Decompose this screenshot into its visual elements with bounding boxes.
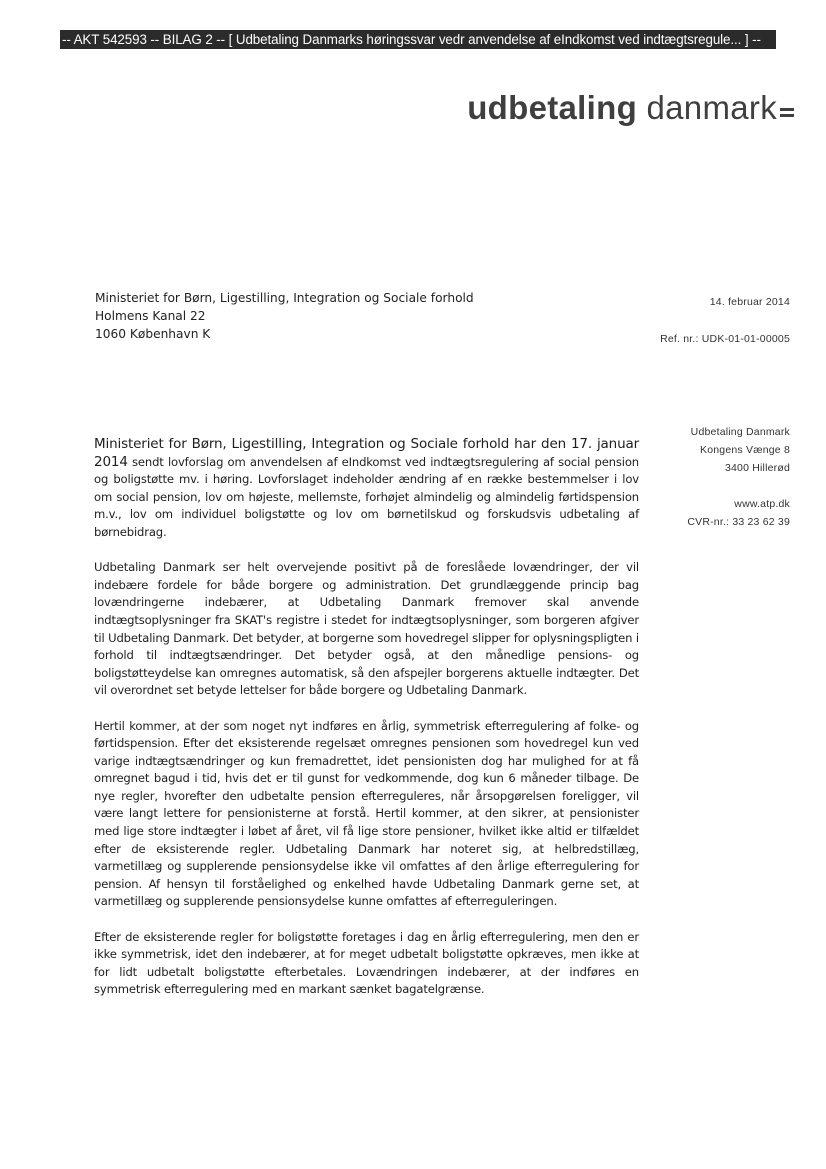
sender-street: Kongens Vænge 8 bbox=[700, 444, 790, 456]
equals-logo-mark-icon bbox=[780, 104, 794, 120]
letter-body bbox=[94, 436, 639, 1017]
logo-text-bold: udbetaling bbox=[467, 89, 638, 126]
body-paragraph-1-opening: Ministeriet for Børn, Ligestilling, Integration og Sociale forhold har den 17. januar 2014 bbox=[94, 436, 639, 470]
reference-number: Ref. nr.: UDK-01-01-00005 bbox=[660, 333, 790, 345]
body-paragraph-1 bbox=[94, 436, 639, 542]
sender-website: www.atp.dk bbox=[734, 498, 790, 510]
recipient-address bbox=[95, 289, 474, 343]
recipient-street: Holmens Kanal 22 bbox=[95, 309, 206, 323]
udbetaling-danmark-logo bbox=[467, 86, 794, 130]
sender-cvr: CVR-nr.: 33 23 62 39 bbox=[687, 516, 790, 528]
body-paragraph-1-rest: sendt lovforslag om anvendelsen af eIndkomst ved indtægtsregulering af social pension og boligstøtte mv. i høring. Lovforslaget indeholder ændring af en række bestemmelser i lov om social pension, lov om højeste, mellemste, forhøjet almindelig og almindelig førtidspension m.v., lov om individuel boligstøtte og lov om børnetilskud og forskudsvis udbetaling af børnebidrag. bbox=[94, 454, 639, 539]
sender-address bbox=[687, 423, 790, 531]
recipient-name: Ministeriet for Børn, Ligestilling, Integration og Sociale forhold bbox=[95, 291, 474, 305]
body-paragraph-3: Hertil kommer, at der som noget nyt indføres en årlig, symmetrisk efterregulering af folke- og førtidspension. Efter det eksisterende regelsæt omregnes pensionen som hovedregel kun ved varige indtægtsændringer og kun fremadrettet, idet pensionisten dog har mulighed for at få omregnet bagud i tid, hvis det er til gunst for vedkommende, dog kun 6 måneder tilbage. De nye regler, hvorefter den udbetalte pension efterreguleres, når årsopgørelsen foreligger, vil være langt lettere for pensionisterne at forstå. Hertil kommer, at den sikrer, at pensionister med lige store indtægter i løbet af året, vil få lige store pensioner, hvilket ikke altid er tilfældet efter de eksisterende regler. Udbetaling Danmark har noteret sig, at helbredstillæg, varmetillæg og supplerende pensionsydelse ikke vil omfattes af den årlige efterregulering for pension. Af hensyn til forståelighed og enkelhed havde Udbetaling Danmark gerne set, at varmetillæg og supplerende pensionsydelse kunne omfattes af efterreguleringen. bbox=[94, 718, 639, 909]
sender-spacer bbox=[687, 477, 790, 495]
body-paragraph-2: Udbetaling Danmark ser helt overvejende positivt på de foreslåede lovændringer, der vil indebære fordele for både borgere og administration. Det grundlæggende princip bag lovændringerne indebærer, at Udbetaling Danmark fremover skal anvende indtægtsoplysninger fra SKAT's registre i stedet for indtægtsoplysninger, som borgeren afgiver til Udbetaling Danmark. Det betyder, at borgerne som hovedregel slipper for oplysningspligten i forhold til indtægtsændringer. Det betyder også, at den månedlige pensions- og boligstøtteydelse kan omregnes automatisk, så den afspejler borgerens aktuelle indtægter. Det vil overordnet set betyde lettelser for både borgere og Udbetaling Danmark. bbox=[94, 560, 639, 698]
sender-city: 3400 Hillerød bbox=[724, 462, 790, 474]
recipient-city: 1060 København K bbox=[95, 327, 211, 341]
letter-date: 14. februar 2014 bbox=[709, 296, 790, 308]
document-header-bar: -- AKT 542593 -- BILAG 2 -- [ Udbetaling Danmarks høringssvar vedr anvendelse af eIndkomst ved indtægtsregule... ] -- bbox=[60, 30, 776, 49]
logo-text-light: danmark bbox=[646, 89, 777, 126]
sender-name: Udbetaling Danmark bbox=[690, 426, 790, 438]
body-paragraph-4: Efter de eksisterende regler for boligstøtte foretages i dag en årlig efterregulering, men den er ikke symmetrisk, idet den indebærer, at for meget udbetalt boligstøtte opkræves, men ikke at for lidt udbetalt boligstøtte efterbetales. Lovændringen indebærer, at der indføres en symmetrisk efterregulering med en markant sænket bagatelgrænse. bbox=[94, 929, 639, 997]
